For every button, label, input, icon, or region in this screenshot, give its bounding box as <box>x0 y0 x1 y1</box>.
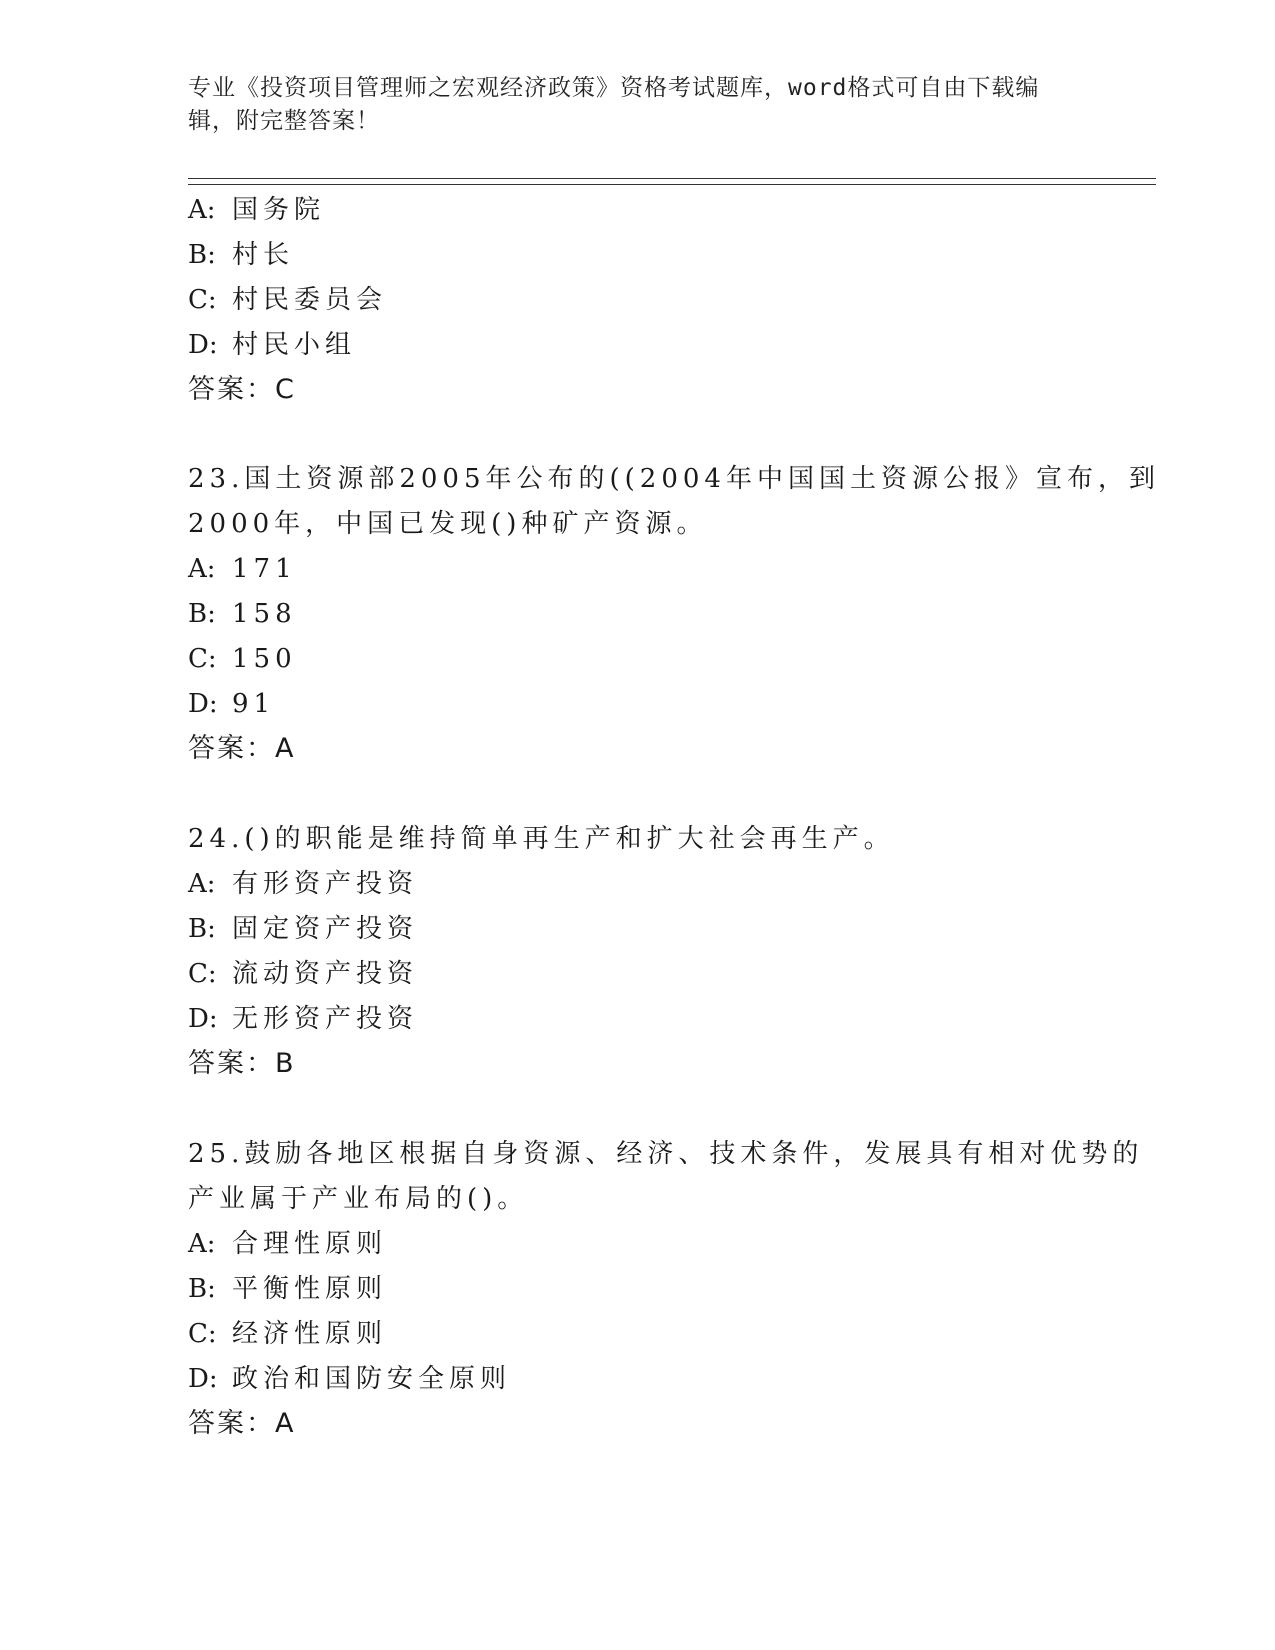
q23-answer: 答案：A <box>188 733 296 764</box>
q23-question-line-2: 2000年，中国已发现()种矿产资源。 <box>188 509 708 539</box>
q25-answer: 答案：A <box>188 1408 296 1439</box>
q24-option-a: A: 有形资产投资 <box>188 869 419 899</box>
header-line-2: 辑，附完整答案！ <box>188 108 380 134</box>
header-divider-bottom <box>188 184 1156 185</box>
q22-answer: 答案：C <box>188 374 296 405</box>
q25-question-line-2: 产业属于产业布局的()。 <box>188 1184 529 1214</box>
q24-option-b: B: 固定资产投资 <box>188 914 419 944</box>
q23-option-a: A: 171 <box>188 554 297 584</box>
q22-option-d: D: 村民小组 <box>188 330 357 360</box>
q25-option-b: B: 平衡性原则 <box>188 1274 388 1304</box>
q25-option-d: D: 政治和国防安全原则 <box>188 1364 512 1394</box>
q25-question-line-1: 25.鼓励各地区根据自身资源、经济、技术条件，发展具有相对优势的 <box>188 1139 1144 1169</box>
q25-option-a: A: 合理性原则 <box>188 1229 388 1259</box>
q23-option-b: B: 158 <box>188 599 297 629</box>
q24-answer: 答案：B <box>188 1048 296 1079</box>
q25-option-c: C: 经济性原则 <box>188 1319 388 1349</box>
q23-option-d: D: 91 <box>188 689 276 719</box>
q24-question-line-1: 24.()的职能是维持简单再生产和扩大社会再生产。 <box>188 824 895 854</box>
q23-option-c: C: 150 <box>188 644 297 674</box>
q22-option-a: A: 国务院 <box>188 195 326 225</box>
header-divider-top <box>188 178 1156 179</box>
q23-question-line-1: 23.国土资源部2005年公布的((2004年中国国土资源公报》宣布，到 <box>188 464 1160 494</box>
q22-option-b: B: 村长 <box>188 240 295 270</box>
q24-option-c: C: 流动资产投资 <box>188 959 419 989</box>
header-line-1: 专业《投资项目管理师之宏观经济政策》资格考试题库，word格式可自由下载编 <box>188 75 1040 101</box>
q24-option-d: D: 无形资产投资 <box>188 1004 419 1034</box>
document-header <box>188 72 1068 138</box>
q22-option-c: C: 村民委员会 <box>188 285 388 315</box>
